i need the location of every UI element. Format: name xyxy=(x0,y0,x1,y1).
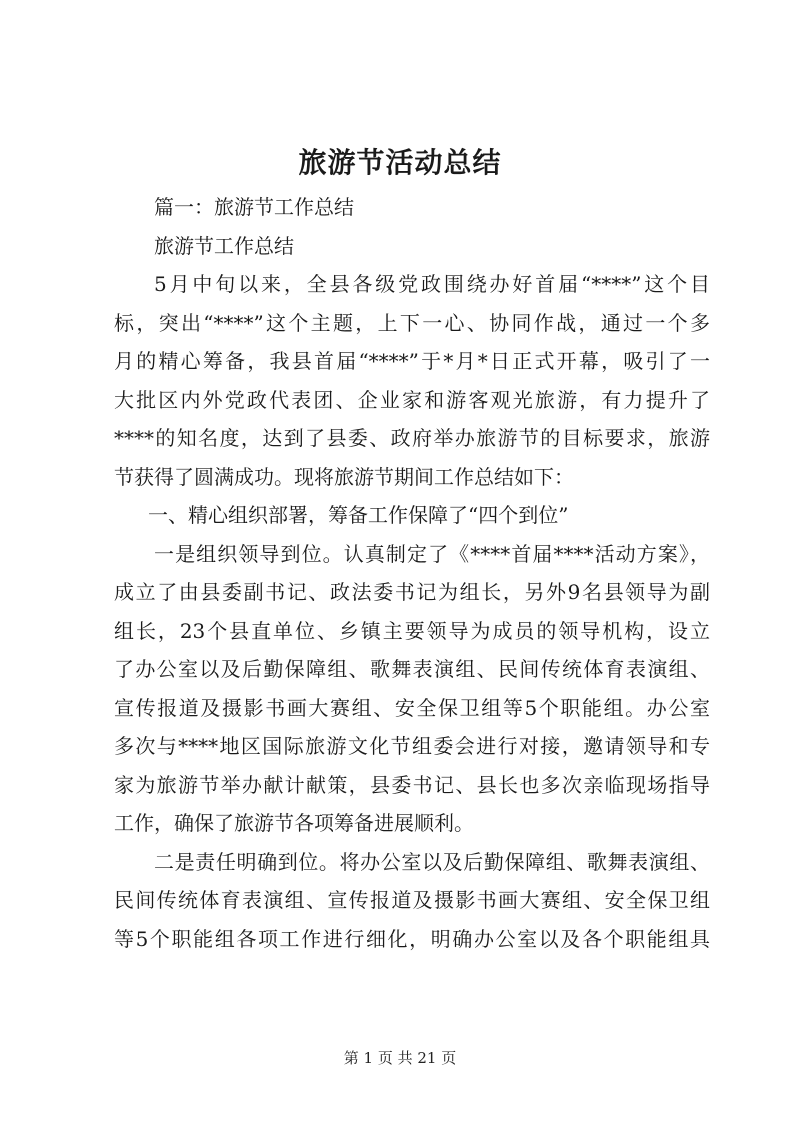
paragraph-line: 民间传统体育表演组、宣传报道及摄影书画大赛组、安全保卫组 xyxy=(114,888,710,912)
paragraph-line: ****的知名度，达到了县委、政府举办旅游节的目标要求，旅游 xyxy=(114,426,710,450)
paragraph-line: 5月中旬以来，全县各级党政围绕办好首届“****”这个目 xyxy=(154,272,710,296)
section-heading: 一、精心组织部署，筹备工作保障了“四个到位” xyxy=(148,503,569,527)
paragraph-line: 成立了由县委副书记、政法委书记为组长，另外9名县领导为副 xyxy=(114,580,710,604)
subheading: 旅游节工作总结 xyxy=(154,233,294,258)
paragraph-line: 节获得了圆满成功。现将旅游节期间工作总结如下： xyxy=(114,464,574,489)
paragraph-line: 大批区内外党政代表团、企业家和游客观光旅游，有力提升了 xyxy=(114,387,710,412)
paragraph-line: 月的精心筹备，我县首届“****”于*月*日正式开幕，吸引了一 xyxy=(114,349,710,373)
paragraph-line: 多次与****地区国际旅游文化节组委会进行对接，邀请领导和专 xyxy=(114,734,710,758)
paragraph-line: 宣传报道及摄影书画大赛组、安全保卫组等5个职能组。办公室 xyxy=(114,695,710,720)
paragraph-line: 二是责任明确到位。将办公室以及后勤保障组、歌舞表演组、 xyxy=(154,849,710,874)
paragraph-line: 等5个职能组各项工作进行细化，明确办公室以及各个职能组具 xyxy=(114,926,710,951)
document-body xyxy=(114,188,710,958)
paragraph-line: 标，突出“****”这个主题，上下一心、协同作战，通过一个多 xyxy=(114,310,710,335)
paragraph-line: 组长，23个县直单位、乡镇主要领导为成员的领导机构，设立 xyxy=(114,618,710,643)
page-footer: 第 1 页 共 21 页 xyxy=(343,1049,457,1067)
paragraph-line: 家为旅游节举办献计献策，县委书记、县长也多次亲临现场指导 xyxy=(114,772,710,797)
paragraph-line: 工作，确保了旅游节各项筹备进展顺利。 xyxy=(114,811,474,835)
document-title: 旅游节活动总结 xyxy=(298,146,502,179)
paragraph-line: 一是组织领导到位。认真制定了《****首届****活动方案》， xyxy=(154,541,710,566)
section-heading: 篇一：旅游节工作总结 xyxy=(154,195,354,219)
paragraph-line: 了办公室以及后勤保障组、歌舞表演组、民间传统体育表演组、 xyxy=(114,657,710,681)
